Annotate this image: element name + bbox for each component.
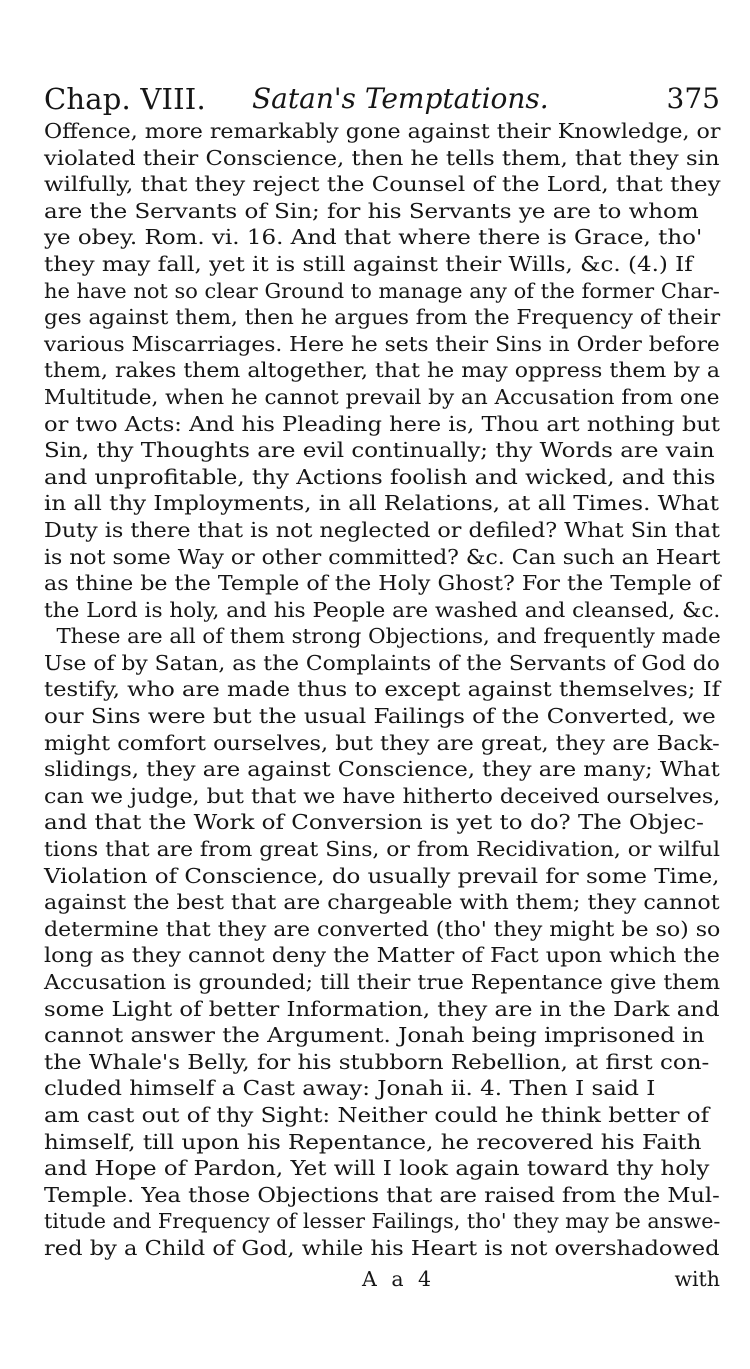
text-line: and unprofitable, thy Actions foolish and wicked, and this xyxy=(44,464,716,489)
text-line: tions that are from great Sins, or from Recidivation, or wilful xyxy=(44,837,721,862)
text-line: them, rakes them altogether, that he may oppress them by a xyxy=(44,358,721,383)
catchword: with xyxy=(674,1266,720,1291)
running-header xyxy=(44,76,720,122)
text-line: himself, till upon his Repentance, he recovered his Faith xyxy=(44,1129,702,1154)
text-line: Sin, thy Thoughts are evil continually; thy Words are vain xyxy=(44,438,715,463)
text-line: determine that they are converted (tho' they might be so) so xyxy=(44,916,721,941)
text-line: can we judge, but that we have hitherto deceived ourselves, xyxy=(44,783,721,808)
text-line: the Lord is holy, and his People are washed and cleansed, &c. xyxy=(44,597,721,622)
text-line: he have not so clear Ground to manage any of the former Char- xyxy=(44,278,720,303)
text-line: long as they cannot deny the Matter of Fact upon which the xyxy=(44,943,720,968)
signature-mark: A a 4 xyxy=(362,1266,436,1291)
text-line: cannot answer the Argument. Jonah being imprisoned in xyxy=(44,1023,705,1048)
text-line: they may fall, yet it is still against their Wills, &c. (4.) If xyxy=(44,251,693,276)
text-line: These are all of them strong Objections, and frequently made xyxy=(56,624,721,649)
text-line: Use of by Satan, as the Complaints of the Servants of God do xyxy=(44,650,720,675)
text-line: some Light of better Information, they are in the Dark and xyxy=(44,996,720,1021)
text-line: Temple. Yea those Objections that are raised from the Mul- xyxy=(44,1182,720,1207)
text-line: ges against them, then he argues from the Frequency of their xyxy=(44,305,721,330)
text-line: or two Acts: And his Pleading here is, Thou art nothing but xyxy=(44,411,721,436)
text-line: Multitude, when he cannot prevail by an Accusation from one xyxy=(44,384,720,409)
text-line: violated their Conscience, then he tells them, that they sin xyxy=(44,145,720,170)
text-line: Accusation is grounded; till their true Repentance give them xyxy=(44,970,721,994)
running-title: Satan's Temptations. xyxy=(252,82,549,115)
text-line: and that the Work of Conversion is yet to do? The Objec- xyxy=(44,810,704,835)
text-line: our Sins were but the usual Failings of the Converted, we xyxy=(44,704,716,729)
body-text xyxy=(44,118,720,1262)
text-line: against the best that are chargeable with them; they cannot xyxy=(44,890,720,915)
text-line: and Hope of Pardon, Yet will I look again toward thy holy xyxy=(44,1156,710,1181)
text-line: Offence, more remarkably gone against their Knowledge, or xyxy=(44,119,721,143)
text-line: slidings, they are against Conscience, they are many; What xyxy=(44,757,720,782)
text-line: cluded himself a Cast away: Jonah ii. 4. Then I said I xyxy=(44,1076,656,1101)
text-line: the Whale's Belly, for his stubborn Rebellion, at first con- xyxy=(44,1049,710,1074)
text-line: Duty is there that is not neglected or defiled? What Sin that xyxy=(44,517,720,542)
text-line: in all thy Imployments, in all Relations, at all Times. What xyxy=(44,491,719,516)
page-footer xyxy=(44,1264,720,1294)
page-number: 375 xyxy=(666,82,720,115)
text-line: as thine be the Temple of the Holy Ghost? For the Temple of xyxy=(44,571,721,596)
text-line: am cast out of thy Sight: Neither could he think better of xyxy=(44,1102,710,1127)
text-line: various Miscarriages. Here he sets their Sins in Order before xyxy=(44,331,720,356)
text-line: testify, who are made thus to except against themselves; If xyxy=(44,677,721,702)
text-line: wilfully, that they reject the Counsel of the Lord, that they xyxy=(44,172,721,197)
text-line: ye obey. Rom. vi. 16. And that where there is Grace, tho' xyxy=(44,225,703,250)
text-line: is not some Way or other committed? &c. Can such an Heart xyxy=(44,544,721,569)
text-line: Violation of Conscience, do usually prevail for some Time, xyxy=(44,863,720,888)
text-line: titude and Frequency of lesser Failings, tho' they may be answe- xyxy=(44,1209,721,1234)
text-line: red by a Child of God, while his Heart is not overshadowed xyxy=(44,1235,720,1260)
text-line: are the Servants of Sin; for his Servants ye are to whom xyxy=(44,198,699,223)
text-line: might comfort ourselves, but they are great, they are Back- xyxy=(44,730,720,755)
chapter-label: Chap. VIII. xyxy=(44,82,206,116)
